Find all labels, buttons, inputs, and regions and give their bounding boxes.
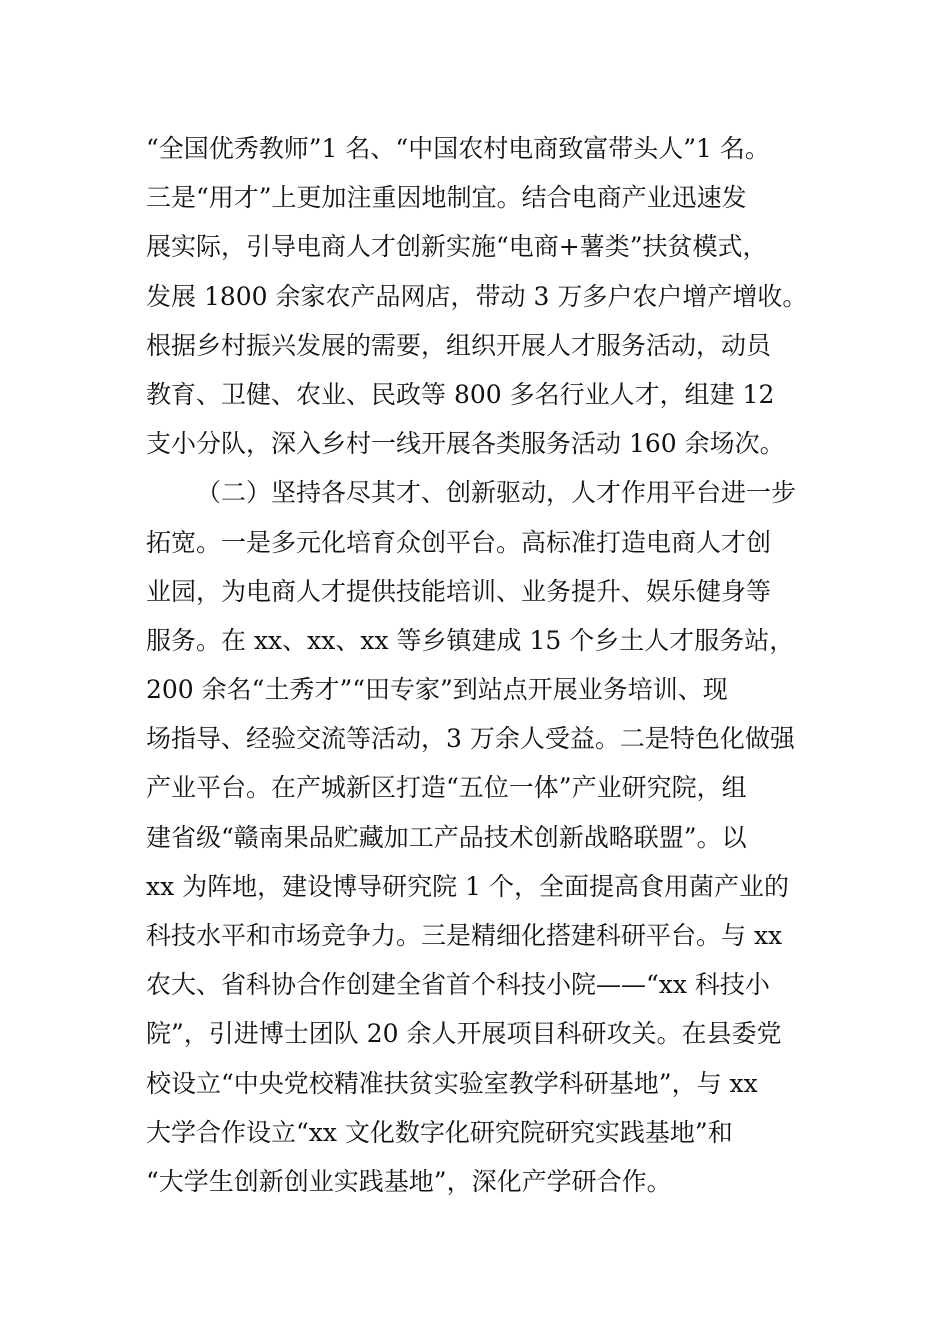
text-line: 拓宽。一是多元化培育众创平台。高标准打造电商人才创 [146, 527, 772, 557]
text-line: 三是“用才”上更加注重因地制宜。结合电商产业迅速发 [146, 183, 747, 213]
body-text [146, 124, 826, 1206]
text-line: 建省级“赣南果品贮藏加工产品技术创新战略联盟”。以 [146, 822, 747, 852]
text-line: 发展 1800 余家农产品网店，带动 3 万多户农户增产增收。 [146, 281, 808, 311]
section-heading-line: （二）坚持各尽其才、创新驱动，人才作用平台进一步 [196, 478, 797, 508]
text-line: “大学生创新创业实践基地”，深化产学研合作。 [146, 1166, 672, 1196]
text-line: 校设立“中央党校精准扶贫实验室教学科研基地”，与 xx [146, 1068, 758, 1098]
text-line: 200 余名“土秀才”“田专家”到站点开展业务培训、现 [146, 675, 728, 705]
text-line: 院”，引进博士团队 20 余人开展项目科研攻关。在县委党 [146, 1019, 782, 1049]
text-line: 业园，为电商人才提供技能培训、业务提升、娱乐健身等 [146, 576, 772, 606]
text-line: 农大、省科协合作创建全省首个科技小院——“xx 科技小 [146, 970, 770, 1000]
text-line: 科技水平和市场竞争力。三是精细化搭建科研平台。与 xx [146, 921, 783, 950]
text-line: 支小分队，深入乡村一线开展各类服务活动 160 余场次。 [146, 429, 785, 459]
text-line: xx 为阵地，建设博导研究院 1 个，全面提高食用菌产业的 [146, 871, 789, 901]
text-line: 服务。在 xx、xx、xx 等乡镇建成 15 个乡土人才服务站， [146, 625, 795, 655]
text-line: 教育、卫健、农业、民政等 800 多名行业人才，组建 12 [146, 379, 775, 409]
text-line: “全国优秀教师”1 名、“中国农村电商致富带头人”1 名。 [146, 134, 770, 163]
text-line: 场指导、经验交流等活动，3 万余人受益。二是特色化做强 [146, 724, 795, 754]
text-line: 产业平台。在产城新区打造“五位一体”产业研究院，组 [146, 773, 747, 803]
text-line: 展实际，引导电商人才创新实施“电商+薯类”扶贫模式， [146, 232, 768, 262]
text-line: 根据乡村振兴发展的需要，组织开展人才服务活动，动员 [146, 330, 772, 360]
text-line: 大学合作设立“xx 文化数字化研究院研究实践基地”和 [146, 1117, 733, 1147]
